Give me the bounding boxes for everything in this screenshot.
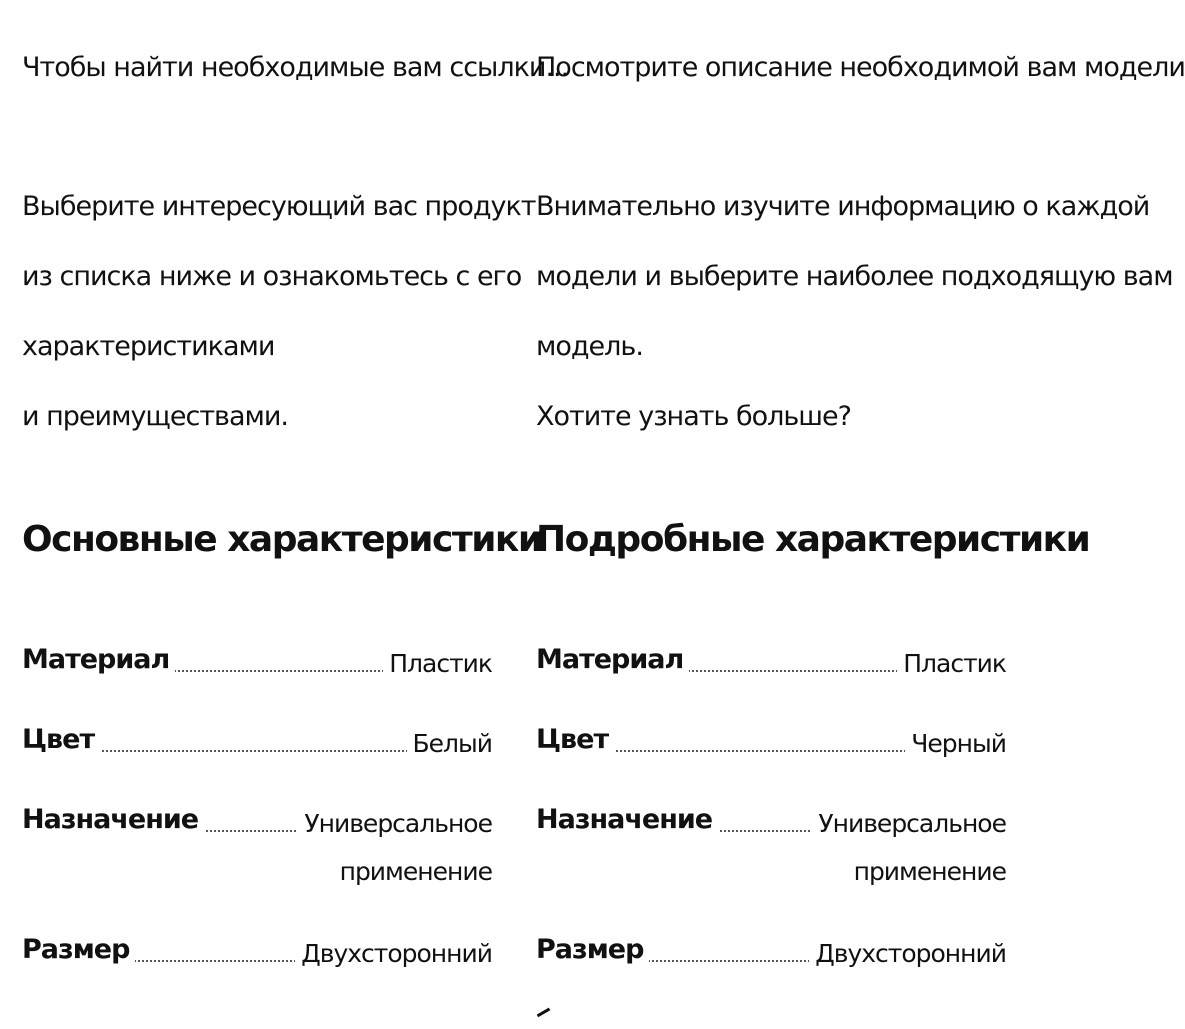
spec-label: Цвет: [536, 720, 614, 760]
spec-value: [407, 720, 493, 768]
spec-row: [536, 640, 1006, 720]
right-section-heading: Подробные характеристики: [536, 519, 1090, 560]
left-section-heading: Основные характеристики: [22, 519, 542, 560]
spec-value-line: Белый: [412, 729, 492, 758]
paragraph-line: модель.: [536, 331, 643, 362]
spec-row: [22, 930, 492, 1010]
spec-label: Цвет: [22, 720, 100, 760]
spec-label: Размер: [22, 930, 135, 970]
paragraph-line: и преимуществами.: [22, 401, 288, 432]
left-paragraph: [22, 172, 536, 452]
paragraph-line: Внимательно изучите информацию о каждой: [536, 191, 1150, 222]
spec-label: Материал: [536, 640, 689, 680]
spec-label: Назначение: [536, 800, 718, 840]
right-spec-list: [536, 640, 1006, 1010]
right-paragraph: [536, 172, 1173, 452]
spec-label: Размер: [536, 930, 649, 970]
spec-value: [905, 720, 1006, 768]
left-column: [22, 0, 569, 1024]
spec-value: [383, 640, 492, 688]
spec-value-line: Черный: [911, 729, 1006, 758]
spec-value-line: Универсальное: [304, 809, 492, 838]
paragraph-line: из списка ниже и ознакомьтесь с его: [22, 261, 522, 292]
left-spec-list: [22, 640, 492, 1010]
left-intro-text: Чтобы найти необходимые вам ссылки...: [22, 52, 569, 83]
spec-row: [536, 930, 1006, 1010]
spec-value-line: Пластик: [903, 649, 1006, 678]
spec-label: Материал: [22, 640, 175, 680]
spec-row: [22, 720, 492, 800]
spec-value-line: применение: [339, 857, 492, 886]
paragraph-line: Выберите интересующий вас продукт: [22, 191, 536, 222]
spec-value-line: Универсальное: [818, 809, 1006, 838]
spec-value: [298, 800, 492, 896]
spec-value: [897, 640, 1006, 688]
paragraph-line: модели и выберите наиболее подходящую вам: [536, 261, 1173, 292]
spec-value-line: Двухсторонний: [301, 939, 492, 968]
right-column: [536, 0, 1185, 1024]
spec-value: [295, 930, 492, 978]
spec-value: [809, 930, 1006, 978]
spec-row: [536, 800, 1006, 930]
spec-row: [22, 800, 492, 930]
spec-value-line: применение: [853, 857, 1006, 886]
right-intro-text: Посмотрите описание необходимой вам модели: [536, 52, 1185, 83]
paragraph-line: характеристиками: [22, 331, 275, 362]
spec-row: [22, 640, 492, 720]
spec-row: [536, 720, 1006, 800]
spec-value-line: Двухсторонний: [815, 939, 1006, 968]
spec-label: Назначение: [22, 800, 204, 840]
paragraph-line: Хотите узнать больше?: [536, 401, 851, 432]
spec-value-line: Пластик: [389, 649, 492, 678]
spec-value: [812, 800, 1006, 896]
